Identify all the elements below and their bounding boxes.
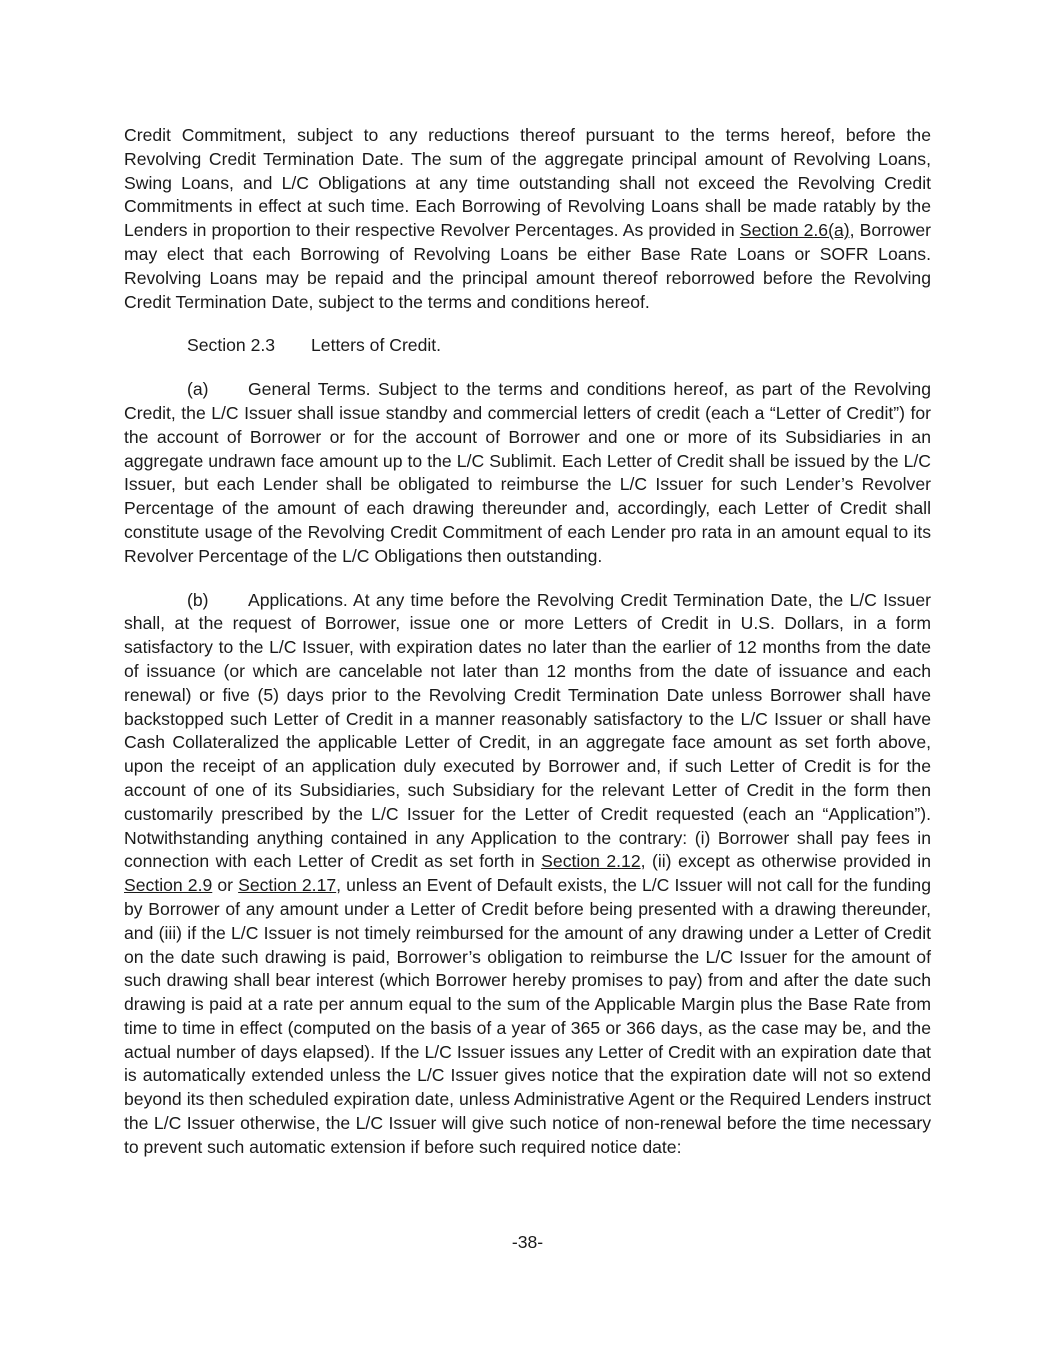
- paragraph-text: or: [212, 875, 239, 896]
- section-reference-link[interactable]: Section 2.9: [124, 875, 213, 896]
- section-title: Letters of Credit.: [311, 335, 442, 356]
- item-heading: General Terms.: [248, 379, 371, 400]
- section-number: Section 2.3: [187, 335, 276, 356]
- paragraph-text: Subject to the terms and conditions hereof, as part of the Revolving Credit, the L/C Issuer shall issue standby and commercial letters of credit (each a “Letter of Credit”) for the account of Borrower or for the account of Borrower and one or more of its Subsidiaries in an aggregate undrawn face amount up to the L/C Sublimit. Each Letter of Credit shall be issued by the L/C Issuer, but each Lender shall be obligated to reimburse the L/C Issuer for such Lender’s Revolver Percentage of the amount of each drawing thereunder and, accordingly, each Letter of Credit shall constitute usage of the Revolving Credit Commitment of each Lender pro rata in an amount equal to its Revolver Percentage of the L/C Obligations then outstanding.: [124, 379, 931, 566]
- item-heading: Applications.: [248, 589, 348, 610]
- paragraph-text: , unless an Event of Default exists, the L/C Issuer will not call for the funding by Borrower of any amount under a Letter of Credit before being presented with a drawing thereunder, and (iii) if the L/C Issuer is not timely reimbursed for the amount of any drawing under a Letter of Credit on the date such drawing is paid, Borrower’s obligation to reimburse the L/C Issuer for the amount of such drawing shall bear interest (which Borrower hereby promises to pay) from and after the date such drawing is paid at a rate per annum equal to the sum of the Applicable Margin plus the Base Rate from time to time in effect (computed on the basis of a year of 365 or 366 days, as the case may be, and the actual number of days elapsed). If the L/C Issuer issues any Letter of Credit with an expiration date that is automatically extended unless the L/C Issuer gives notice that the expiration date will not so extend beyond its then scheduled expiration date, unless Administrative Agent or the Required Lenders instruct the L/C Issuer otherwise, the L/C Issuer will give such notice of non-renewal before the time necessary to prevent such automatic extension if before such required notice date:: [124, 875, 931, 1157]
- paragraph-continuation: [124, 124, 931, 314]
- item-label: (a): [187, 379, 209, 400]
- section-reference-link[interactable]: Section 2.17: [238, 875, 337, 896]
- section-reference-link[interactable]: Section 2.6(a): [739, 220, 850, 241]
- section-heading: [124, 334, 931, 358]
- document-page: [124, 124, 931, 1160]
- paragraph-text: At any time before the Revolving Credit Termination Date, the L/C Issuer shall, at the request of Borrower, issue one or more Letters of Credit in U.S. Dollars, in a form satisfactory to the L/C Issuer, with expiration dates no later than the earlier of 12 months from the date of issuance (or which are cancelable not later than 12 months from the date of issuance and each renewal) or five (5) days prior to the Revolving Credit Termination Date unless Borrower shall have backstopped such Letter of Credit in a manner reasonably satisfactory to the L/C Issuer or shall have Cash Collateralized the applicable Letter of Credit, in an aggregate face amount as set forth above, upon the receipt of an application duly executed by Borrower and, if such Letter of Credit is for the account of one of its Subsidiaries, such Subsidiary for the relevant Letter of Credit in the form then customarily prescribed by the L/C Issuer for the Letter of Credit requested (each an “Application”). Notwithstanding anything contained in any Application to the contrary: (i) Borrower shall pay fees in connection with each Letter of Credit as set forth in: [124, 589, 931, 872]
- section-reference-link[interactable]: Section 2.12: [541, 851, 641, 872]
- paragraph-text: Credit Commitment, subject to any reductions thereof pursuant to the terms hereof, before the Revolving Credit Termination Date. The sum of the aggregate principal amount of Revolving Loans, Swing Loans, and L/C Obligations at any time outstanding shall not exceed the Revolving Credit Commitments in effect at such time. Each Borrowing of Revolving Loans shall be made ratably by the Lenders in proportion to their respective Revolver Percentages. As provided in: [124, 125, 931, 241]
- paragraph-b: [124, 589, 931, 1160]
- page-number: -38-: [511, 1232, 544, 1252]
- paragraph-text: , Borrower may elect that each Borrowing of Revolving Loans be either Base Rate Loans or SOFR Loans. Revolving Loans may be repaid and the principal amount thereof reborrowed before the Revolving Credit Termination Date, subject to the terms and conditions hereof.: [124, 220, 931, 312]
- paragraph-text: , (ii) except as otherwise provided in: [640, 851, 931, 872]
- paragraph-a: [124, 378, 931, 568]
- item-label: (b): [187, 589, 209, 610]
